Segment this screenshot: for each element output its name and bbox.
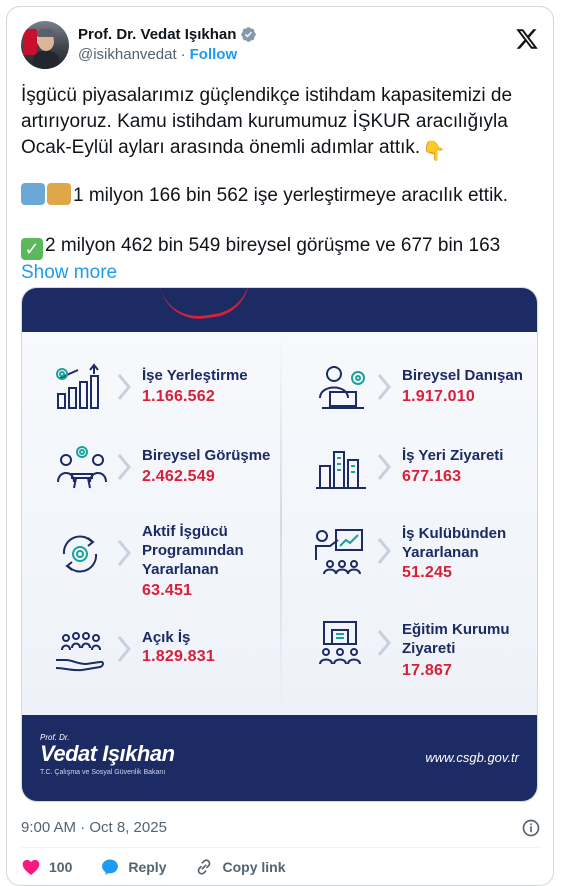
chevron-right-icon (376, 452, 392, 482)
divider (21, 847, 541, 848)
signature-subtitle: T.C. Çalışma ve Sosyal Güvenlik Bakanı (40, 769, 166, 776)
signature-name: Vedat Işıkhan (40, 741, 175, 766)
stat-label: İş Kulübünden Yararlanan (402, 525, 507, 561)
chevron-right-icon (116, 538, 132, 568)
reply-button[interactable] (100, 857, 166, 877)
infographic-image[interactable] (21, 287, 538, 802)
stat-value: 63.451 (142, 582, 193, 599)
handle-separator: · (180, 46, 186, 63)
x-logo-icon[interactable] (515, 27, 539, 51)
stat-value: 677.163 (402, 468, 462, 485)
stat-value: 2.462.549 (142, 468, 215, 485)
stat-label: Açık İş (142, 629, 191, 646)
stat-value: 1.829.831 (142, 648, 215, 665)
stat-value: 1.917.010 (402, 388, 475, 405)
tweet-actions (21, 855, 314, 879)
stat-bireysel-danisan (312, 362, 537, 422)
pointing-down-emoji-icon: 👇 (422, 141, 446, 162)
tweet-paragraph-3: 2 milyon 462 bin 549 bireysel görüşme ve 677 bin 163 (45, 235, 501, 256)
tweet-paragraph-1: İşgücü piyasalarımız güçlendikçe istihdam kapasitemizi de artırıyoruz. Kamu istihdam kurumumuz İŞKUR aracılığıyla Ocak-Eylül ayları arasında önemli adımlar attık. (21, 85, 513, 158)
show-more-link[interactable]: Show more (21, 262, 118, 283)
stat-value: 17.867 (402, 662, 453, 679)
stat-aktif-isgucu (52, 522, 282, 612)
stat-label: İş Yeri Ziyareti (402, 447, 504, 464)
website-text: www.csgb.gov.tr (425, 750, 519, 765)
presentation-icon (312, 526, 372, 578)
stat-label: Aktif İşgücü Programından Yararlanan (142, 523, 244, 578)
stat-is-kulubu (312, 522, 537, 602)
stat-label: İşe Yerleştirme (142, 367, 248, 384)
verified-badge-icon (240, 26, 257, 43)
tweet-card (6, 6, 554, 886)
stat-label: Bireysel Danışan (402, 367, 523, 384)
stat-label: Eğitim Kurumu Ziyareti (402, 621, 510, 657)
copy-link-label: Copy link (222, 859, 286, 875)
woman-office-worker-emoji-icon (21, 183, 45, 205)
chevron-right-icon (116, 452, 132, 482)
infographic-header-band (22, 288, 537, 332)
info-icon[interactable] (521, 818, 541, 838)
check-mark-emoji-icon: ✓ (21, 238, 43, 260)
handle-line (78, 46, 237, 63)
chevron-right-icon (116, 634, 132, 664)
chevron-right-icon (376, 536, 392, 566)
author-handle[interactable]: @isikhanvedat (78, 46, 177, 63)
reply-bubble-icon (100, 857, 120, 877)
buildings-icon (312, 442, 372, 494)
consultant-icon (312, 362, 372, 414)
heart-icon (21, 857, 41, 877)
like-button[interactable] (21, 857, 72, 877)
link-icon (194, 857, 214, 877)
stat-label: Bireysel Görüşme (142, 447, 271, 464)
meeting-icon (52, 442, 112, 494)
infographic-body (22, 332, 537, 715)
stat-bireysel-gorusme (52, 442, 282, 502)
chevron-right-icon (376, 628, 392, 658)
author-display-name[interactable]: Prof. Dr. Vedat Işıkhan (78, 26, 237, 43)
tweet-timestamp[interactable]: 9:00 AM · Oct 8, 2025 (21, 819, 167, 836)
chevron-right-icon (376, 372, 392, 402)
stat-acik-is (52, 624, 282, 684)
hand-people-icon (52, 624, 112, 676)
follow-button[interactable]: Follow (189, 46, 238, 63)
like-count: 100 (49, 859, 73, 875)
author-name-line[interactable] (78, 26, 257, 43)
stat-is-yeri-ziyareti (312, 442, 537, 502)
man-office-worker-emoji-icon (47, 183, 71, 205)
reply-label: Reply (128, 859, 167, 875)
cycle-gear-icon (52, 528, 112, 580)
chevron-right-icon (116, 372, 132, 402)
stat-ise-yerlestirme (52, 362, 282, 422)
copy-link-button[interactable] (194, 857, 285, 877)
tweet-paragraph-2: 1 milyon 166 bin 562 işe yerleştirmeye aracılık ettik. (73, 185, 509, 206)
school-icon (312, 618, 372, 670)
growth-chart-icon (52, 362, 112, 414)
infographic-footer (22, 715, 537, 802)
stat-value: 1.166.562 (142, 388, 215, 405)
signature-title: Prof. Dr. (40, 733, 70, 742)
stat-value: 51.245 (402, 564, 453, 581)
stat-egitim-kurumu (312, 618, 537, 698)
avatar[interactable] (21, 21, 69, 69)
